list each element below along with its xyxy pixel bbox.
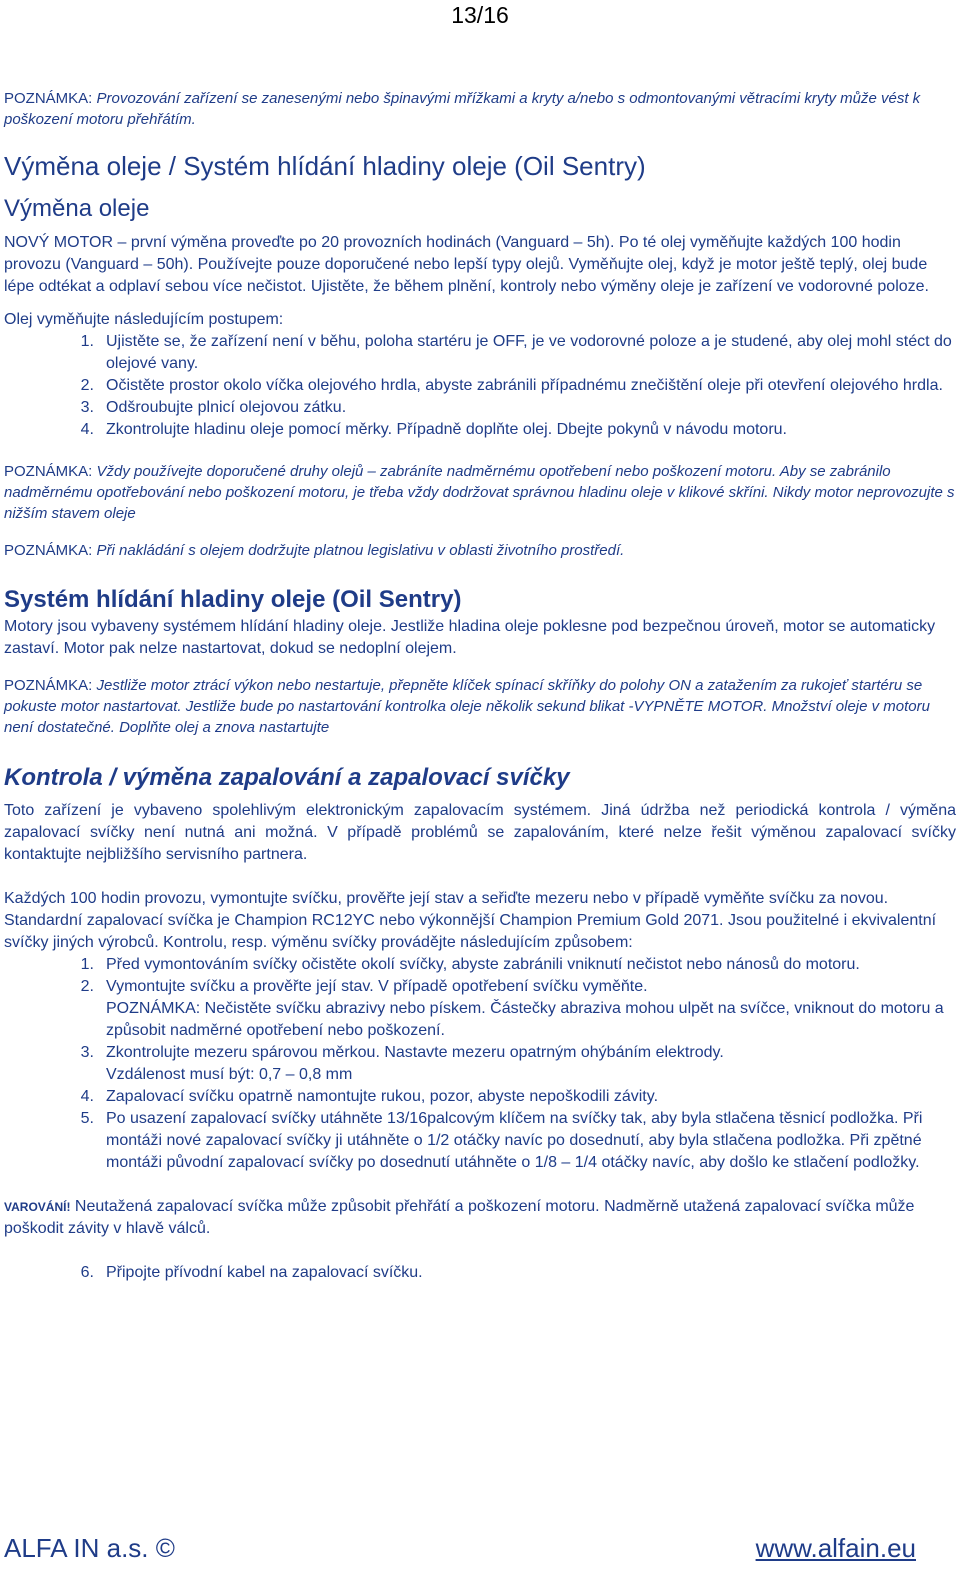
oil-change-intro-text: NOVÝ MOTOR – první výměna proveďte po 20 provozních hodinách (Vanguard – 5h). Po té olej vyměňujte každých 100 hodin provozu (Vanguard – 50h). Používejte pouze doporučené nebo lepší typy olejů. Vyměňujte olej, když je motor ještě teplý, olej bude lépe odtékat a odplaví sebou více nečistot. Ujistěte, že během plnění, kontroly nebo výměny oleje je zařízení ve vodorovné poloze. [4, 233, 929, 295]
list-item-main: Vymontujte svíčku a prověřte její stav. V případě opotřebení svíčku vyměňte. [106, 977, 648, 995]
section-title-ignition: Kontrola / výměna zapalování a zapalovací svíčky [4, 764, 570, 792]
footer [4, 1533, 956, 1569]
note-label: POZNÁMKA: [4, 677, 93, 695]
warning [4, 1196, 956, 1240]
list-item-number: 3. [80, 398, 94, 416]
section-title-oil: Výměna oleje / Systém hlídání hladiny oleje (Oil Sentry) [4, 151, 646, 181]
list-item-number: 5. [80, 1109, 94, 1127]
page-number: 13/16 [451, 2, 509, 28]
list-item-number: 1. [80, 955, 94, 973]
note-label: POZNÁMKA: [4, 541, 93, 559]
note-oil-sentry [4, 675, 956, 738]
note-label: POZNÁMKA: [4, 90, 93, 107]
list-item [4, 976, 956, 1042]
note-text: Vždy používejte doporučené druhy olejů – zabráníte nadměrnému opotřebení nebo poškození motoru. Aby se zabránilo nadměrnému opotřebování nebo poškození motoru, je třeba vždy dodržovat správnou hladinu oleje v klikové skříni. Nikdy motor neprovozujte s nižším stavem oleje [4, 462, 955, 522]
note-overheating [4, 88, 956, 130]
list-item [4, 954, 956, 976]
list-item-number: 4. [80, 1087, 94, 1105]
note-text: Provozování zařízení se zanesenými nebo špinavými mřížkami a kryty a/nebo s odmontovanými větracími kryty může vést k poškození motoru přehřátím. [4, 90, 921, 128]
list-item [4, 1042, 956, 1086]
list-item-text: Zkontrolujte hladinu oleje pomocí měrky. Případně doplňte olej. Dbejte pokynů v návodu motoru. [106, 420, 787, 438]
list-item [4, 1108, 956, 1174]
oil-change-steps [4, 331, 956, 441]
list-item [4, 375, 956, 397]
note-oil-types [4, 461, 956, 524]
section-title-oil-sentry [4, 587, 956, 613]
list-item-number: 4. [80, 420, 94, 438]
footer-company: ALFA IN a.s. © [4, 1533, 175, 1563]
oil-change-intro [4, 232, 956, 298]
list-item [4, 419, 956, 441]
list-item-text: Očistěte prostor okolo víčka olejového hrdla, abyste zabránili případnému znečištění oleje při otevření olejového hrdla. [106, 376, 943, 394]
list-item [4, 397, 956, 419]
note-text: Při nakládání s olejem dodržujte platnou legislativu v oblasti životního prostředí. [92, 541, 625, 559]
list-item-text: Ujistěte se, že zařízení není v běhu, poloha startéru je OFF, je ve vodorovné poloze a je studené, aby olej mohl stéct do olejové vany. [106, 332, 952, 372]
content [4, 88, 956, 1284]
list-item-text: Zapalovací svíčku opatrně namontujte rukou, pozor, abyste nepoškodili závity. [106, 1087, 659, 1105]
warning-label: VAROVÁNÍ! [4, 1199, 71, 1214]
list-item-main: Zkontrolujte mezeru spárovou měrkou. Nastavte mezeru opatrným ohýbáním elektrody. [106, 1043, 724, 1061]
procedure [4, 309, 956, 441]
footer-website-link[interactable]: www.alfain.eu [755, 1533, 916, 1563]
list-item-text [106, 1042, 956, 1086]
procedure-label: Olej vyměňujte následujícím postupem: [4, 310, 284, 328]
list-item [4, 1086, 956, 1108]
list-item [4, 1262, 956, 1284]
list-item-number: 6. [80, 1263, 94, 1281]
list-item-number: 3. [80, 1043, 94, 1061]
list-item-number: 2. [80, 977, 94, 995]
warning-text: Neutažená zapalovací svíčka může způsobit přehřátí a poškození motoru. Nadměrně utažená zapalovací svíčka může poškodit závity v hlavě válců. [4, 1197, 915, 1237]
list-item-number: 1. [80, 332, 94, 350]
list-item-text: Odšroubujte plnicí olejovou zátku. [106, 398, 347, 416]
spark-plug-final-step [4, 1262, 956, 1284]
subsection-title-oil-change: Výměna oleje [4, 194, 150, 222]
list-item-text: Po usazení zapalovací svíčky utáhněte 13/16palcovým klíčem na svíčky tak, aby byla stlačena těsnicí podložka. Při montáži nové zapalovací svíčky ji utáhněte o 1/2 otáčky navíc po dosednutí, aby byla stlačena podložka. Při zpětné montáži původní zapalovací svíčky po dosednutí utáhněte o 1/8 – 1/4 otáčky navíc, aby došlo ke stlačení podložky. [106, 1109, 923, 1171]
spark-plug-steps [4, 954, 956, 1174]
note-label: POZNÁMKA: [4, 462, 93, 480]
list-item-sub: POZNÁMKA: Nečistěte svíčku abrazivy nebo pískem. Částečky abraziva mohou ulpět na svíčce, vniknout do motoru a způsobit nadměrné opotřebení nebo poškození. [106, 999, 944, 1039]
section-title-text: Systém hlídání hladiny oleje (Oil Sentry) [4, 585, 462, 613]
ignition-para-1: Toto zařízení je vybaveno spolehlivým elektronickým zapalovacím systémem. Jiná údržba než periodická kontrola / výměna zapalovací svíčky není nutná ani možná. V případě problémů se zapalováním, které nelze řešit výměnou zapalovací svíčky kontaktujte nejbližšího servisního partnera. [4, 801, 956, 863]
list-item-text: Připojte přívodní kabel na zapalovací svíčku. [106, 1263, 423, 1281]
list-item [4, 331, 956, 375]
note-legislation [4, 540, 956, 561]
list-item-sub: Vzdálenost musí být: 0,7 – 0,8 mm [106, 1065, 353, 1083]
ignition-para-2: Každých 100 hodin provozu, vymontujte svíčku, prověřte její stav a seřiďte mezeru nebo v případě vyměňte svíčku za novou. Standardní zapalovací svíčka je Champion RC12YC nebo výkonnější Champion Premium Gold 2071. Jsou použitelné i ekvivalentní svíčky jiných výrobců. Kontrolu, resp. výměnu svíčky provádějte následujícím způsobem: [4, 889, 937, 951]
note-text: Jestliže motor ztrácí výkon nebo nestartuje, přepněte klíček spínací skříňky do polohy ON a zatažením za rukojeť startéru se pokuste motor nastartovat. Jestliže bude po nastartování kontrolka oleje několik sekund blikat -VYPNĚTE MOTOR. Množství oleje v motoru není dostatečné. Doplňte olej a znova nastartujte [4, 677, 930, 737]
list-item-number: 2. [80, 376, 94, 394]
list-item-text: Před vymontováním svíčky očistěte okolí svíčky, abyste zabránili vniknutí nečistot nebo nánosů do motoru. [106, 955, 860, 973]
oil-sentry-text: Motory jsou vybaveny systémem hlídání hladiny oleje. Jestliže hladina oleje poklesne pod bezpečnou úroveň, motor se automaticky zastaví. Motor pak nelze nastartovat, dokud se nedoplní olejem. [4, 618, 936, 658]
list-item-text [106, 976, 956, 1042]
